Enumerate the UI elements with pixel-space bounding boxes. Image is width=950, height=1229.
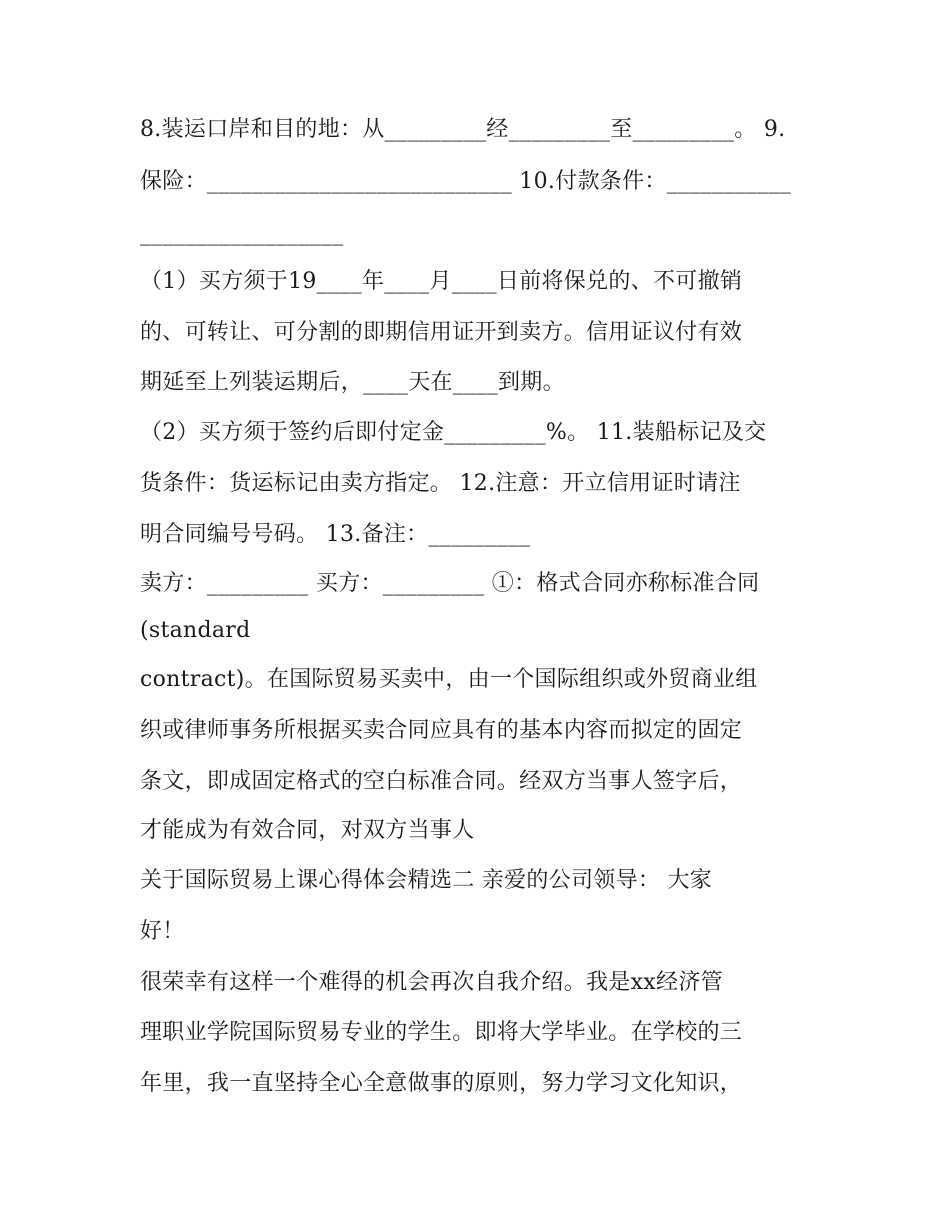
text-line: 明合同编号号码。 13.备注：_________ [140,522,531,547]
text-line: 织或律师事务所根据买卖合同应具有的基本内容而拟定的固定 [140,718,743,743]
text-line: __________________ [140,221,344,246]
text-line: 的、可转让、可分割的即期信用证开到卖方。信用证议付有效 [140,320,743,345]
text-line: contract)。在国际贸易买卖中，由一个国际组织或外贸商业组 [140,667,758,692]
text-line: （2）买方须于签约后即付定金_________%。 11.装船标记及交 [140,420,767,445]
text-line: 关于国际贸易上课心得体会精选二 亲爱的公司领导： 大家 [140,868,713,893]
text-line: 8.装运口岸和目的地：从_________经_________至_________。 9. [140,117,786,142]
text-line: 货条件：货运标记由卖方指定。 12.注意：开立信用证时请注 [140,471,741,496]
text-line: 理职业学院国际贸易专业的学生。即将大学毕业。在学校的三 [140,1020,743,1045]
text-line: 条文，即成固定格式的空白标准合同。经双方当事人签字后， [140,769,743,794]
text-line: 保险：___________________________ 10.付款条件：___________ [140,169,791,194]
text-line: 年里，我一直坚持全心全意做事的原则，努力学习文化知识， [140,1071,743,1096]
text-line: 很荣幸有这样一个难得的机会再次自我介绍。我是xx经济管 [140,970,723,995]
text-line: （1）买方须于19____年____月____日前将保兑的、不可撤销 [140,269,743,294]
text-line: 才能成为有效合同，对双方当事人 [140,818,475,843]
text-line: 期延至上列装运期后，____天在____到期。 [140,370,565,395]
text-line: (standard [140,618,251,643]
text-line: 好！ [140,919,185,944]
text-line: 卖方：_________ 买方：_________ ①：格式合同亦称标准合同 [140,571,760,596]
